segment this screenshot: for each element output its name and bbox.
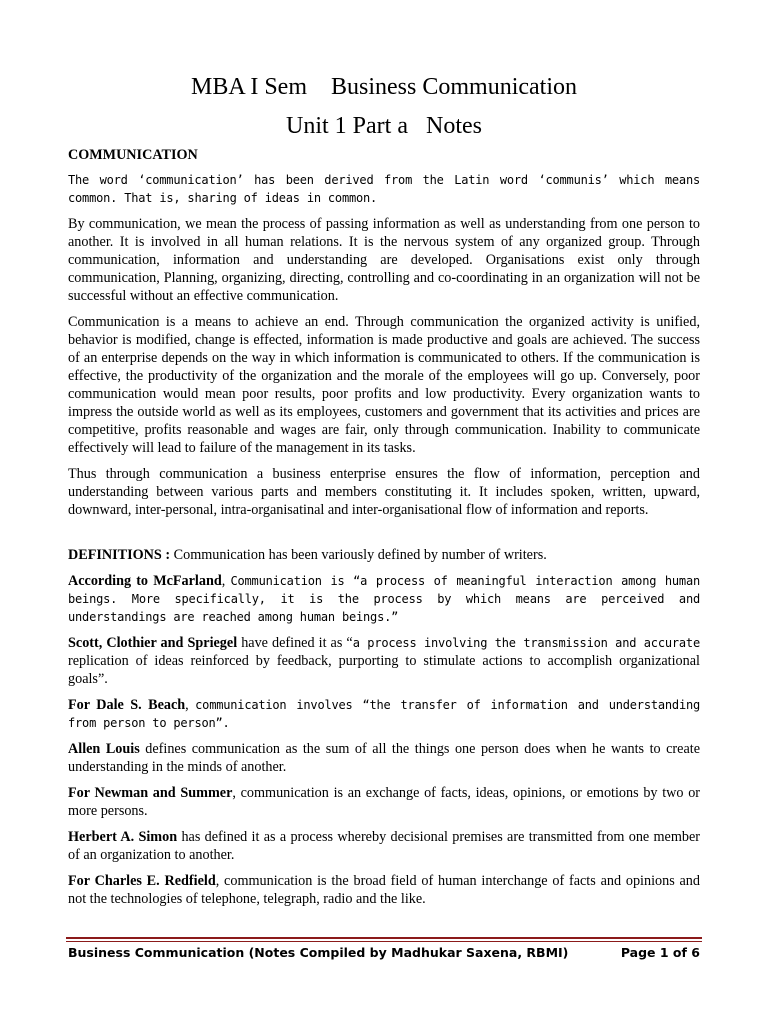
footer-credit: Business Communication (Notes Compiled by Madhukar Saxena, RBMI) — [68, 945, 569, 960]
definition-item: According to McFarland, Communication is “a process of meaningful interaction among human beings. More specifically, it is the process by which means are perceived and understandings are reached among human beings.” — [68, 573, 701, 624]
page-subtitle: Unit 1 Part a Notes — [286, 113, 482, 139]
footer-rule — [66, 937, 702, 939]
section-heading-definitions: DEFINITIONS : — [68, 547, 171, 563]
definition-item: Scott, Clothier and Spriegel have defined it as “a process involving the transmission and accurate replication of ideas reinforced by feedback, purporting to stimulate actions to accomplish organizational goals”. — [68, 635, 700, 687]
document-body — [68, 146, 700, 916]
page-number: Page 1 of 6 — [620, 945, 700, 960]
paragraph: The word ‘communication’ has been derived from the Latin word ‘communis’ which means common. That is, sharing of ideas in common. — [68, 173, 700, 205]
definition-item: Herbert A. Simon has defined it as a process whereby decisional premises are transmitted from one member of an organization to another. — [68, 829, 701, 863]
paragraph: Thus through communication a business enterprise ensures the flow of information, perception and understanding between various parts and members constituting it. It includes spoken, written, upward, downward, inter-personal, intra-organisatinal and inter-organisational flow of information and reports. — [68, 466, 700, 518]
definition-item: For Dale S. Beach, communication involves “the transfer of information and understanding from person to person”. — [68, 697, 701, 730]
definitions-intro: DEFINITIONS : Communication has been variously defined by number of writers. — [68, 547, 547, 563]
paragraph: By communication, we mean the process of passing information as well as understanding from one person to another. It is involved in all human relations. It is the nervous system of any organized group. Through communication, information and understanding are developed. Organisations exist only through communication, Planning, organizing, directing, controlling and co-coordinating in an organization will not be successful without an effective communication. — [68, 216, 700, 304]
page-title: MBA I Sem Business Communication — [190, 74, 577, 100]
footer-rule-thin — [66, 941, 702, 942]
paragraph: Communication is a means to achieve an end. Through communication the organized activity is unified, behavior is modified, change is effected, information is made productive and goals are achieved. The success of an enterprise depends on the way in which information is communicated to others. If the communication is effective, the productivity of the organization and the morale of the employees will go up. Conversely, poor communication would mean poor results, poor profits and low productivity. Every organization wants to impress the outside world as well as its employees, customers and government that its activities and prices are competitive, profits reasonable and wages are fair, only through communication. Inability to communicate effectively will lead to failure of the management in its tasks. — [68, 314, 700, 456]
definition-item: Allen Louis defines communication as the sum of all the things one person does when he wants to create understanding in the minds of another. — [68, 741, 700, 775]
definition-item: For Charles E. Redfield, communication is the broad field of human interchange of facts and opinions and not the technologies of telephone, telegraph, radio and the like. — [68, 873, 700, 907]
section-heading-communication: COMMUNICATION — [68, 147, 198, 163]
definition-item: For Newman and Summer, communication is an exchange of facts, ideas, opinions, or emotions by two or more persons. — [68, 785, 701, 819]
